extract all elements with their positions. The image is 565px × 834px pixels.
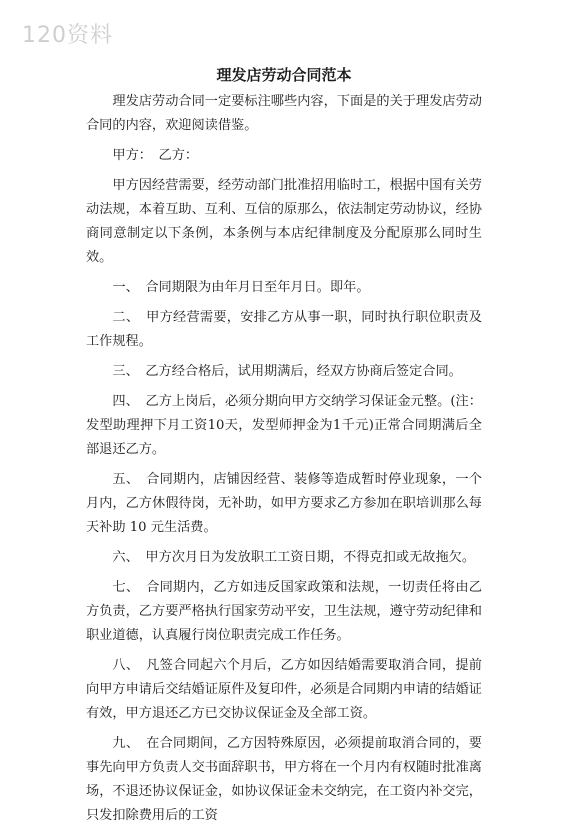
clause-5: 五、 合同期内，店铺因经营、装修等造成暂时停业现象，一个月内，乙方休假待岗，无补助，如甲方要求乙方参加在职培训那么每天补助 10 元生活费。 xyxy=(86,472,482,535)
clause-2: 二、 甲方经营需要，安排乙方从事一职，同时执行职位职责及工作规程。 xyxy=(86,310,482,349)
preamble-paragraph: 甲方因经营需要，经劳动部门批准招用临时工，根据中国有关劳动法规，本着互助、互利、互信的原那么，依法制定劳动协议，经协商同意制定以下条例，本条例与本店纪律制度及分配原那么同时生效。 xyxy=(86,178,482,265)
parties-line: 甲方： 乙方： xyxy=(112,148,199,163)
document-title: 理发店劳动合同范本 xyxy=(216,66,352,84)
clause-9: 九、 在合同期间，乙方因特殊原因，必须提前取消合同的，要事先向甲方负责人交书面辞职书，甲方将在一个月内有权随时批准离场，不退还协议保证金，如协议保证金未交纳完，在工资内补交完，只发扣除费用后的工资 xyxy=(86,736,482,823)
clause-7: 七、 合同期内，乙方如违反国家政策和法规，一切责任将由乙方负责，乙方要严格执行国家劳动平安，卫生法规，遵守劳动纪律和职业道德，认真履行岗位职责完成工作任务。 xyxy=(86,580,482,643)
clause-1: 一、 合同期限为由年月日至年月日。即年。 xyxy=(112,280,370,295)
intro-paragraph: 理发店劳动合同一定要标注哪些内容，下面是的关于理发店劳动合同的内容，欢迎阅读借鉴。 xyxy=(86,94,482,133)
watermark-logo: 120资料 xyxy=(22,23,113,48)
document-body xyxy=(86,64,482,834)
clause-3: 三、 乙方经合格后，试用期满后，经双方协商后签定合同。 xyxy=(112,364,462,379)
clause-8: 八、 凡签合同起六个月后，乙方如因结婚需要取消合同，提前向甲方申请后交结婚证原件及复印件，必须是合同期内申请的结婚证有效，甲方退还乙方已交协议保证金及全部工资。 xyxy=(86,658,482,721)
clause-6: 六、 甲方次月日为发放职工工资日期，不得克扣或无故拖欠。 xyxy=(112,550,476,565)
clause-4: 四、 乙方上岗后，必须分期向甲方交纳学习保证金元整。(注：发型助理押下月工资10天，发型师押金为1千元)正常合同期满后全部退还乙方。 xyxy=(86,394,482,457)
